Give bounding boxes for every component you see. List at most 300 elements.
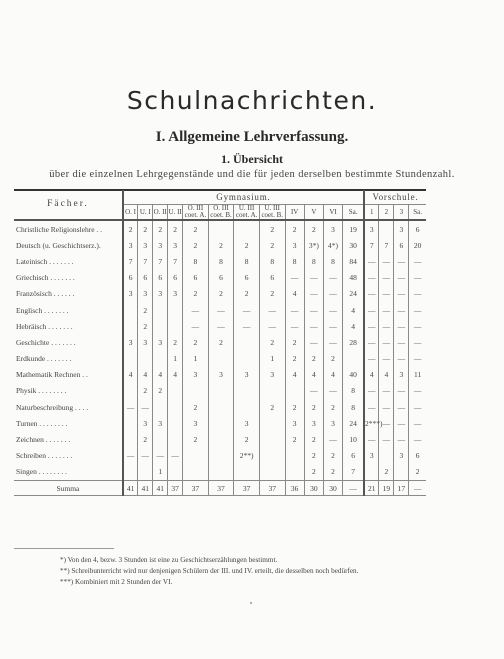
- hours-cell: —: [394, 351, 409, 367]
- hours-cell: 8: [183, 253, 209, 269]
- hours-cell: 2: [259, 220, 285, 237]
- page-mark: [250, 602, 252, 604]
- hours-cell: 2: [234, 431, 260, 447]
- subject-cell: Griechisch . . . . . . .: [14, 270, 123, 286]
- hours-cell: —: [379, 415, 394, 431]
- summa-cell: 37: [208, 481, 234, 496]
- hours-cell: 1: [259, 351, 285, 367]
- column-header: 1: [364, 205, 379, 221]
- subject-cell: Naturbeschreibung . . . .: [14, 399, 123, 415]
- column-header: O. III coet. B.: [208, 205, 234, 221]
- hours-cell: —: [379, 286, 394, 302]
- hours-cell: [379, 220, 394, 237]
- hours-cell: —: [304, 286, 323, 302]
- hours-cell: —: [259, 318, 285, 334]
- subject-cell: Französisch . . . . . .: [14, 286, 123, 302]
- summa-cell: 37: [259, 481, 285, 496]
- hours-cell: 6: [138, 270, 153, 286]
- table-row: [14, 351, 426, 367]
- subject-cell: Zeichnen . . . . . . .: [14, 431, 123, 447]
- hours-cell: 6: [153, 270, 168, 286]
- hours-cell: 1: [168, 351, 183, 367]
- hours-cell: [123, 351, 138, 367]
- hours-cell: 3: [123, 286, 138, 302]
- table-row: [14, 318, 426, 334]
- hours-cell: 8: [343, 383, 364, 399]
- hours-cell: [123, 415, 138, 431]
- hours-cell: 3: [138, 237, 153, 253]
- hours-cell: 3: [138, 334, 153, 350]
- hours-cell: 3: [123, 237, 138, 253]
- hours-cell: 3: [323, 220, 342, 237]
- hours-cell: —: [413, 337, 422, 347]
- footnote-1: *) Von den 4, bezw. 3 Stunden ist eine zu Geschichtserzählungen bestimmt.: [60, 556, 278, 564]
- hours-cell: 3: [138, 286, 153, 302]
- hours-cell: 10: [343, 431, 364, 447]
- hours-cell: 2: [304, 464, 323, 481]
- hours-cell: 4: [123, 367, 138, 383]
- hours-cell: 3: [183, 367, 209, 383]
- hours-cell: 6: [208, 270, 234, 286]
- hours-cell: —: [285, 270, 304, 286]
- hours-cell: —: [304, 318, 323, 334]
- hours-cell: 3: [153, 415, 168, 431]
- hours-cell: [234, 383, 260, 399]
- hours-cell: —: [123, 448, 138, 464]
- hours-cell: 8: [323, 253, 342, 269]
- summa-cell: 41: [153, 481, 168, 496]
- hours-cell: [234, 351, 260, 367]
- table-row: [14, 334, 426, 350]
- hours-cell: —: [234, 302, 260, 318]
- table-row: [14, 415, 426, 431]
- hours-cell: 2: [415, 467, 420, 477]
- hours-cell: 2: [304, 399, 323, 415]
- hours-cell: [259, 448, 285, 464]
- hours-cell: 8: [208, 253, 234, 269]
- subject-cell: Christliche Religionslehre . .: [14, 220, 123, 237]
- hours-cell: —: [413, 289, 422, 299]
- hours-cell: 2: [208, 286, 234, 302]
- hours-cell: 4: [343, 318, 364, 334]
- hours-cell: —: [183, 318, 209, 334]
- hours-cell: —: [394, 286, 409, 302]
- hours-cell: —: [413, 354, 422, 364]
- hours-cell: —: [323, 318, 342, 334]
- summa-row: [14, 481, 426, 496]
- column-header: Sa.: [409, 205, 426, 221]
- hours-cell: [234, 464, 260, 481]
- hours-cell: [168, 383, 183, 399]
- hours-cell: —: [379, 270, 394, 286]
- hours-cell: 6: [168, 270, 183, 286]
- column-header: IV: [285, 205, 304, 221]
- hours-cell: 6: [409, 220, 426, 237]
- hours-cell: [153, 351, 168, 367]
- hours-cell: 4*): [323, 237, 342, 253]
- hours-cell: [234, 399, 260, 415]
- summa-cell: 37: [234, 481, 260, 496]
- hours-cell: 6: [234, 270, 260, 286]
- summa-cell: 30: [323, 481, 342, 496]
- summa-cell: 21: [364, 481, 379, 496]
- hours-cell: 2: [285, 351, 304, 367]
- hours-cell: 4: [285, 286, 304, 302]
- column-header: V: [304, 205, 323, 221]
- hours-cell: 2: [183, 220, 209, 237]
- summa-cell: 37: [183, 481, 209, 496]
- hours-cell: —: [304, 302, 323, 318]
- hours-cell: [343, 351, 364, 367]
- hours-cell: [153, 302, 168, 318]
- hours-cell: —: [394, 334, 409, 350]
- hours-cell: 3: [234, 415, 260, 431]
- hours-cell: —: [364, 318, 379, 334]
- table-row: [14, 399, 426, 415]
- hours-cell: [168, 464, 183, 481]
- hours-cell: [208, 464, 234, 481]
- hours-cell: —: [168, 448, 183, 464]
- hours-cell: —: [285, 318, 304, 334]
- hours-cell: —: [364, 431, 379, 447]
- hours-cell: 8: [259, 253, 285, 269]
- hours-cell: 6: [183, 270, 209, 286]
- hours-cell: 4: [304, 367, 323, 383]
- hours-cell: —: [364, 253, 379, 269]
- hours-cell: 30: [343, 237, 364, 253]
- hours-cell: 6: [394, 237, 409, 253]
- column-header: U. III coet. B.: [259, 205, 285, 221]
- subject-cell: Hebräisch . . . . . . .: [14, 318, 123, 334]
- hours-cell: 1: [153, 464, 168, 481]
- hours-cell: —: [379, 253, 394, 269]
- hours-cell: —: [323, 302, 342, 318]
- hours-cell: [183, 448, 209, 464]
- hours-cell: 2: [183, 431, 209, 447]
- hours-cell: 2: [323, 351, 342, 367]
- hours-cell: 4: [343, 302, 364, 318]
- hours-cell: 7: [168, 253, 183, 269]
- hours-cell: 6: [415, 451, 420, 461]
- hours-cell: 2: [183, 237, 209, 253]
- hours-cell: —: [364, 302, 379, 318]
- hours-cell: 11: [414, 370, 422, 380]
- hours-cell: 4: [138, 367, 153, 383]
- hours-cell: —: [208, 302, 234, 318]
- hours-cell: —: [323, 270, 342, 286]
- hours-cell: 24: [343, 415, 364, 431]
- hours-cell: 2: [304, 351, 323, 367]
- hours-cell: 3: [259, 367, 285, 383]
- hours-cell: 2: [153, 220, 168, 237]
- hours-cell: 3: [394, 367, 409, 383]
- hours-cell: [153, 399, 168, 415]
- hours-cell: 8: [234, 253, 260, 269]
- hours-cell: 2**): [234, 448, 260, 464]
- hours-cell: 4: [323, 367, 342, 383]
- hours-cell: —: [183, 302, 209, 318]
- hours-cell: 7: [123, 253, 138, 269]
- hours-cell: —: [304, 270, 323, 286]
- vorschule-header: Vorschule.: [364, 190, 426, 205]
- hours-cell: —: [379, 334, 394, 350]
- table-row: [14, 237, 426, 253]
- hours-cell: [123, 302, 138, 318]
- hours-cell: —: [413, 386, 422, 396]
- hours-cell: 3: [153, 237, 168, 253]
- hours-cell: [168, 415, 183, 431]
- hours-cell: [168, 431, 183, 447]
- hours-cell: 2: [208, 334, 234, 350]
- hours-cell: [123, 464, 138, 481]
- hours-cell: 3: [153, 334, 168, 350]
- hours-cell: —: [413, 321, 422, 331]
- hours-cell: —: [379, 318, 394, 334]
- hours-cell: 3: [138, 415, 153, 431]
- hours-cell: 3: [168, 237, 183, 253]
- summa-label: Summa: [14, 481, 123, 496]
- hours-cell: 8: [285, 253, 304, 269]
- intro-text: über die einzelnen Lehrgegenstände und die für jeden derselben bestimmte Stundenzahl.: [49, 169, 455, 180]
- hours-cell: —: [153, 448, 168, 464]
- column-header: O. I: [123, 205, 138, 221]
- footnote-3: ***) Kombiniert mit 2 Stunden der VI.: [60, 578, 173, 586]
- hours-cell: 2: [304, 431, 323, 447]
- hours-cell: [234, 220, 260, 237]
- hours-cell: [153, 431, 168, 447]
- hours-cell: 7: [153, 253, 168, 269]
- hours-cell: —: [379, 351, 394, 367]
- subsection-heading: 1. Übersicht: [221, 152, 283, 166]
- hours-cell: [208, 431, 234, 447]
- hours-cell: [208, 415, 234, 431]
- hours-cell: 3: [394, 448, 409, 464]
- hours-cell: 2: [183, 334, 209, 350]
- summa-cell: 36: [285, 481, 304, 496]
- summa-cell: —: [343, 481, 364, 496]
- hours-cell: 2: [379, 464, 394, 481]
- hours-cell: 6: [343, 448, 364, 464]
- hours-cell: 2: [183, 399, 209, 415]
- hours-cell: [123, 431, 138, 447]
- hours-cell: —: [379, 399, 394, 415]
- hours-cell: 2: [138, 383, 153, 399]
- hours-cell: —: [413, 418, 422, 428]
- hours-cell: —: [394, 415, 409, 431]
- hours-cell: 4: [168, 367, 183, 383]
- table-row: [14, 383, 426, 399]
- hours-cell: 4: [153, 367, 168, 383]
- hours-cell: 3: [123, 334, 138, 350]
- hours-cell: —: [394, 318, 409, 334]
- hours-cell: 3: [168, 286, 183, 302]
- hours-cell: —: [364, 383, 379, 399]
- hours-cell: —: [123, 399, 138, 415]
- column-header: VI: [323, 205, 342, 221]
- faecher-header: Fächer.: [14, 190, 123, 220]
- table-row: [14, 270, 426, 286]
- hours-cell: 40: [343, 367, 364, 383]
- hours-cell: 1: [183, 351, 209, 367]
- hours-cell: 8: [343, 399, 364, 415]
- hours-cell: 2: [234, 286, 260, 302]
- hours-cell: [259, 383, 285, 399]
- hours-cell: 2: [285, 220, 304, 237]
- hours-cell: [138, 464, 153, 481]
- summa-cell: 41: [138, 481, 153, 496]
- hours-cell: —: [379, 431, 394, 447]
- hours-cell: —: [234, 318, 260, 334]
- hours-cell: [168, 318, 183, 334]
- table-row: [14, 431, 426, 447]
- hours-cell: —: [285, 302, 304, 318]
- subject-cell: Singen . . . . . . . .: [14, 464, 123, 481]
- hours-cell: —: [304, 334, 323, 350]
- hours-cell: 2: [183, 286, 209, 302]
- hours-cell: 84: [343, 253, 364, 269]
- hours-cell: 3: [364, 220, 379, 237]
- hours-cell: —: [323, 334, 342, 350]
- footnote-rule: [14, 548, 114, 549]
- hours-cell: 2: [138, 431, 153, 447]
- hours-cell: —: [304, 383, 323, 399]
- subject-cell: Physik . . . . . . . .: [14, 383, 123, 399]
- hours-cell: [234, 334, 260, 350]
- hours-cell: [285, 383, 304, 399]
- hours-cell: 28: [343, 334, 364, 350]
- section-heading: I. Allgemeine Lehrverfassung.: [155, 129, 349, 145]
- hours-cell: 3: [153, 286, 168, 302]
- lesson-distribution-table: [14, 190, 426, 496]
- hours-cell: 2: [323, 464, 342, 481]
- hours-cell: 3: [323, 415, 342, 431]
- hours-cell: 2: [138, 318, 153, 334]
- hours-cell: 19: [343, 220, 364, 237]
- hours-cell: 2: [259, 334, 285, 350]
- hours-cell: 6: [259, 270, 285, 286]
- hours-cell: 2: [138, 220, 153, 237]
- summa-cell: 17: [394, 481, 409, 496]
- hours-cell: 7: [364, 237, 379, 253]
- hours-cell: [183, 464, 209, 481]
- hours-cell: 3: [285, 415, 304, 431]
- hours-cell: —: [259, 302, 285, 318]
- hours-cell: —: [364, 334, 379, 350]
- hours-cell: 4: [364, 367, 379, 383]
- hours-cell: 2: [285, 334, 304, 350]
- table-row: [14, 253, 426, 269]
- footnote-2: **) Schreibunterricht wird nur denjenigen Schülern der III. und IV. erteilt, die desselben noch bedürfen.: [60, 567, 359, 575]
- table-row: [14, 367, 426, 383]
- hours-cell: [208, 448, 234, 464]
- hours-cell: [208, 399, 234, 415]
- hours-cell: 3: [208, 367, 234, 383]
- hours-cell: —: [413, 273, 422, 283]
- table-row: [14, 464, 426, 481]
- hours-cell: [123, 383, 138, 399]
- hours-cell: —: [413, 256, 422, 266]
- hours-cell: 2: [304, 448, 323, 464]
- hours-cell: 20: [413, 240, 422, 250]
- hours-cell: [364, 464, 379, 481]
- hours-cell: 3: [234, 367, 260, 383]
- column-header: U. I: [138, 205, 153, 221]
- hours-cell: [123, 318, 138, 334]
- hours-cell: 2: [153, 383, 168, 399]
- hours-cell: 2: [259, 286, 285, 302]
- hours-cell: 2: [259, 237, 285, 253]
- table-row: [14, 448, 426, 464]
- column-header: U. III coet. A.: [234, 205, 260, 221]
- hours-cell: 3: [183, 415, 209, 431]
- hours-cell: —: [394, 253, 409, 269]
- hours-cell: 2: [168, 220, 183, 237]
- table-row: [14, 302, 426, 318]
- table-row: [14, 220, 426, 237]
- hours-cell: 8: [304, 253, 323, 269]
- hours-cell: 3: [304, 415, 323, 431]
- hours-cell: —: [364, 270, 379, 286]
- hours-cell: —: [364, 399, 379, 415]
- hours-cell: 2***): [364, 415, 379, 431]
- hours-cell: 3: [285, 237, 304, 253]
- hours-cell: —: [323, 383, 342, 399]
- subject-cell: Geschichte . . . . . . .: [14, 334, 123, 350]
- hours-cell: [208, 351, 234, 367]
- column-header: O. III coet. A.: [183, 205, 209, 221]
- hours-cell: —: [394, 383, 409, 399]
- column-header: O. II: [153, 205, 168, 221]
- hours-cell: —: [394, 302, 409, 318]
- gymnasium-header: Gymnasium.: [123, 190, 364, 205]
- hours-cell: [208, 220, 234, 237]
- summa-cell: —: [409, 481, 426, 496]
- column-header: 3: [394, 205, 409, 221]
- hours-cell: 7: [138, 253, 153, 269]
- hours-cell: [208, 383, 234, 399]
- hours-cell: —: [364, 351, 379, 367]
- hours-cell: —: [413, 402, 422, 412]
- summa-cell: 30: [304, 481, 323, 496]
- hours-cell: 7: [379, 237, 394, 253]
- hours-cell: —: [323, 431, 342, 447]
- table-row: [14, 286, 426, 302]
- hours-cell: —: [208, 318, 234, 334]
- hours-cell: —: [394, 270, 409, 286]
- column-header: 2: [379, 205, 394, 221]
- hours-cell: [168, 399, 183, 415]
- hours-cell: 2: [323, 399, 342, 415]
- hours-cell: 2: [123, 220, 138, 237]
- subject-cell: Deutsch (u. Geschichtserz.).: [14, 237, 123, 253]
- hours-cell: 48: [343, 270, 364, 286]
- hours-cell: 2: [168, 334, 183, 350]
- subject-cell: Lateinisch . . . . . . .: [14, 253, 123, 269]
- summa-cell: 37: [168, 481, 183, 496]
- footnotes: [60, 555, 358, 588]
- hours-cell: 3*): [304, 237, 323, 253]
- hours-cell: [138, 351, 153, 367]
- hours-cell: —: [413, 305, 422, 315]
- hours-cell: [153, 318, 168, 334]
- hours-cell: 3: [364, 448, 379, 464]
- hours-cell: 2: [138, 302, 153, 318]
- hours-cell: —: [379, 383, 394, 399]
- hours-cell: —: [364, 286, 379, 302]
- hours-cell: 7: [343, 464, 364, 481]
- hours-cell: —: [413, 435, 422, 445]
- hours-cell: [259, 415, 285, 431]
